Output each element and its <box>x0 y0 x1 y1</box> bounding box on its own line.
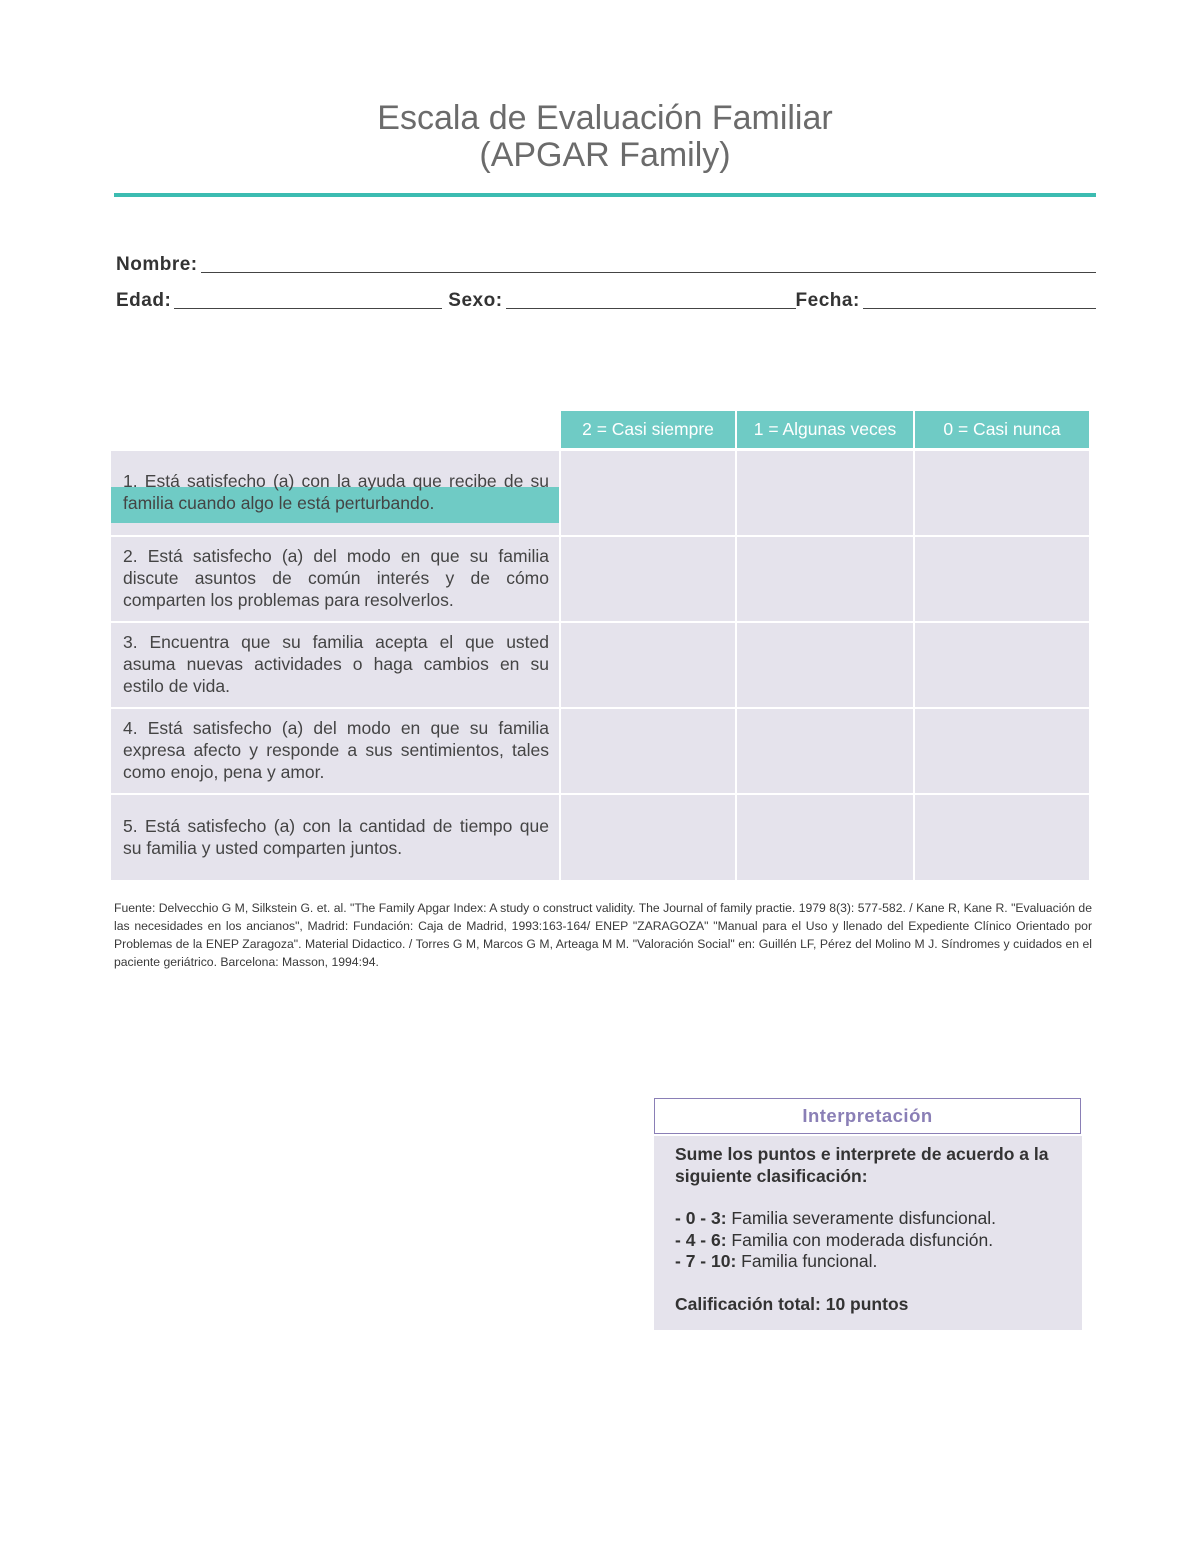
answer-q3-casi-siempre[interactable] <box>561 623 735 707</box>
answer-q5-algunas-veces[interactable] <box>737 795 913 880</box>
range-4-6: - 4 - 6: Familia con moderada disfunción. <box>675 1229 994 1250</box>
answer-q2-casi-nunca[interactable] <box>915 537 1089 621</box>
interpretation-box <box>654 1136 1082 1330</box>
fecha-field[interactable] <box>863 307 1096 309</box>
sexo-field[interactable] <box>506 307 796 309</box>
question-row-3 <box>111 623 559 707</box>
question-row-2 <box>111 537 559 621</box>
interpretation-instruction: Sume los puntos e interprete de acuerdo a la siguiente clasificación: <box>675 1144 1049 1186</box>
column-header-casi-siempre: 2 = Casi siempre <box>561 411 735 448</box>
fecha-label: Fecha: <box>795 290 860 311</box>
answer-q1-casi-siempre[interactable] <box>561 451 735 535</box>
answer-q2-casi-siempre[interactable] <box>561 537 735 621</box>
total-score: Calificación total: 10 puntos <box>675 1293 909 1314</box>
question-row-5 <box>111 795 559 880</box>
column-header-casi-nunca: 0 = Casi nunca <box>915 411 1089 448</box>
question-4-text: 4. Está satisfecho (a) del modo en que su familia expresa afecto y responde a sus sentimientos, tales como enojo, pena y amor. <box>123 718 549 782</box>
question-2-text: 2. Está satisfecho (a) del modo en que su familia discute asuntos de común interés y de cómo comparten los problemas para resolverlos. <box>123 546 549 610</box>
question-1-text: 1. Está satisfecho (a) con la ayuda que recibe de su familia cuando algo le está perturbando. <box>123 471 549 513</box>
title-divider <box>114 193 1096 197</box>
nombre-row <box>116 254 1096 276</box>
question-5-text: 5. Está satisfecho (a) con la cantidad de tiempo que su familia y usted comparten juntos. <box>123 815 549 858</box>
answer-q1-casi-nunca[interactable] <box>915 451 1089 535</box>
answer-q5-casi-siempre[interactable] <box>561 795 735 880</box>
question-row-4 <box>111 709 559 793</box>
answer-q5-casi-nunca[interactable] <box>915 795 1089 880</box>
title-line-2: (APGAR Family) <box>479 136 731 174</box>
edad-label: Edad: <box>116 290 172 311</box>
answer-q3-casi-nunca[interactable] <box>915 623 1089 707</box>
edad-sexo-fecha-row <box>116 290 1096 312</box>
answer-q4-casi-siempre[interactable] <box>561 709 735 793</box>
interpretation-title: Interpretación <box>654 1098 1081 1134</box>
nombre-label: Nombre: <box>116 254 198 275</box>
page-title <box>0 100 1200 174</box>
sexo-label: Sexo: <box>448 290 503 311</box>
answer-q2-algunas-veces[interactable] <box>737 537 913 621</box>
edad-field[interactable] <box>174 307 442 309</box>
range-0-3: - 0 - 3: Familia severamente disfuncional. <box>675 1208 996 1228</box>
question-3-text: 3. Encuentra que su familia acepta el que usted asuma nuevas actividades o haga cambios en su estilo de vida. <box>123 632 549 696</box>
range-7-10: - 7 - 10: Familia funcional. <box>675 1251 878 1271</box>
nombre-field[interactable] <box>201 271 1096 273</box>
column-header-algunas-veces: 1 = Algunas veces <box>737 411 913 448</box>
answer-q4-casi-nunca[interactable] <box>915 709 1089 793</box>
title-line-1: Escala de Evaluación Familiar <box>377 99 833 137</box>
answer-q3-algunas-veces[interactable] <box>737 623 913 707</box>
answer-q1-algunas-veces[interactable] <box>737 451 913 535</box>
source-citation: Fuente: Delvecchio G M, Silkstein G. et. al. "The Family Apgar Index: A study o construct validity. The Journal of family practie. 1979 8(3): 577-582. / Kane R, Kane R. "Evaluación de las necesidades en los ancianos", Madrid: Fundación: Caja de Madrid, 1993:163-164/ ENEP "ZARAGOZA" "Manual para el Uso y llenado del Expediente Clínico Orientado por Problemas de la ENEP Zaragoza". Material Didactico. / Torres G M, Marcos G M, Arteaga M M. "Valoración Social" en: Guillén LF, Pérez del Molino M J. Síndromes y cuidados en el paciente geriátrico. Barcelona: Masson, 1994:94. <box>114 901 1092 969</box>
answer-q4-algunas-veces[interactable] <box>737 709 913 793</box>
